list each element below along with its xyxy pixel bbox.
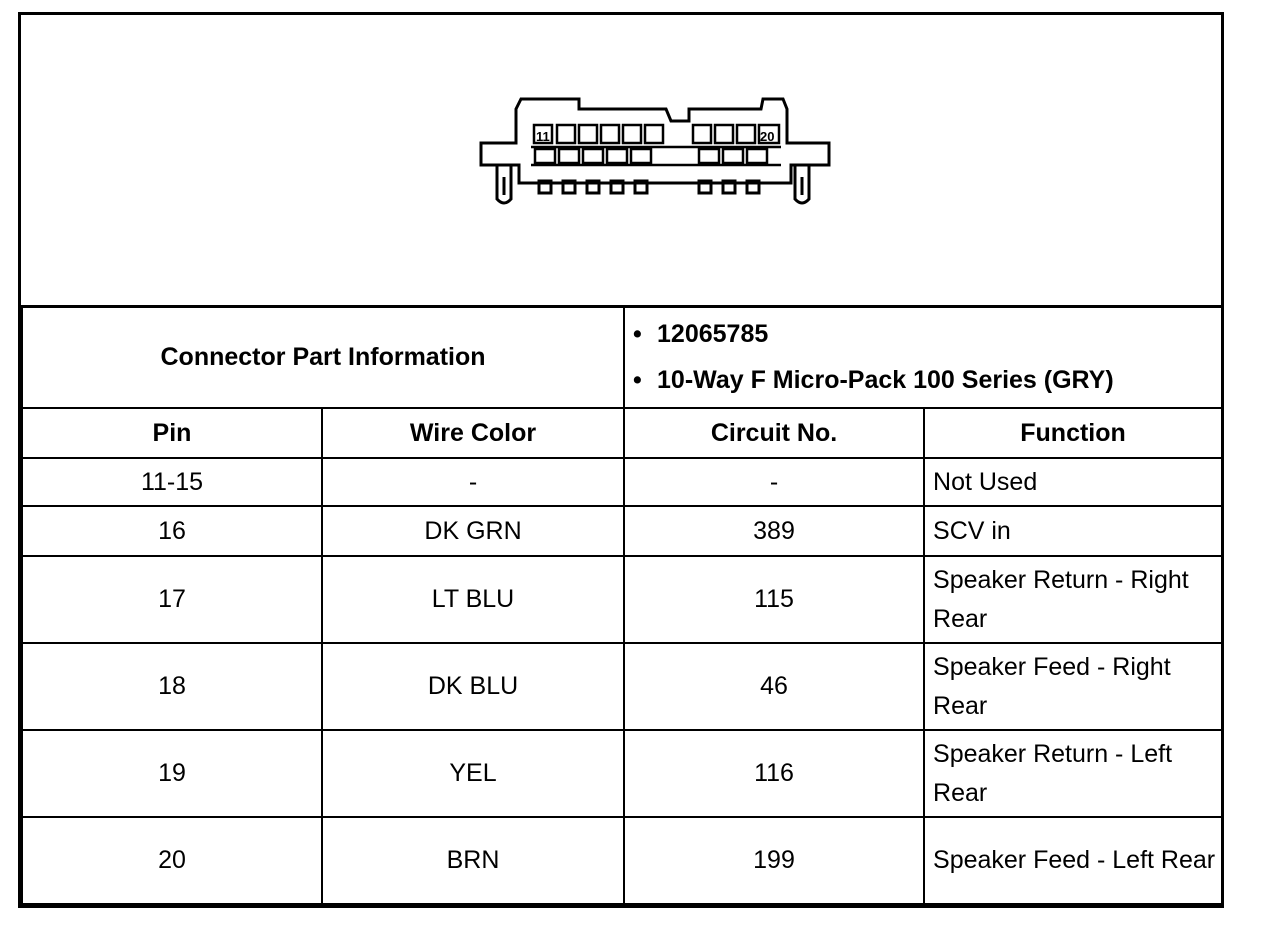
part-number: 12065785 xyxy=(657,320,769,348)
cell-function: Speaker Return - Right Rear xyxy=(924,556,1222,643)
cell-function: Not Used xyxy=(924,458,1222,506)
cell-pin: 19 xyxy=(22,730,322,817)
cell-circuit-no: 389 xyxy=(624,506,924,556)
table-row xyxy=(22,643,1222,730)
bullet-glyph: • xyxy=(633,320,642,348)
pinout-table xyxy=(21,305,1223,905)
table-row xyxy=(22,730,1222,817)
cell-wire-color: - xyxy=(322,458,624,506)
part-info-item xyxy=(633,311,1221,357)
header-function: Function xyxy=(924,408,1222,458)
table-row xyxy=(22,458,1222,506)
cell-function: Speaker Feed - Left Rear xyxy=(924,817,1222,904)
part-description: 10-Way F Micro-Pack 100 Series (GRY) xyxy=(657,366,1114,394)
table-row xyxy=(22,556,1222,643)
table-header-row xyxy=(22,408,1222,458)
cell-wire-color: LT BLU xyxy=(322,556,624,643)
cell-function: Speaker Return - Left Rear xyxy=(924,730,1222,817)
cell-pin: 17 xyxy=(22,556,322,643)
cell-circuit-no: - xyxy=(624,458,924,506)
cell-circuit-no: 115 xyxy=(624,556,924,643)
cell-pin: 16 xyxy=(22,506,322,556)
cell-wire-color: BRN xyxy=(322,817,624,904)
cell-wire-color: DK BLU xyxy=(322,643,624,730)
part-info-label: Connector Part Information xyxy=(22,306,624,408)
header-circuit-no: Circuit No. xyxy=(624,408,924,458)
cell-circuit-no: 199 xyxy=(624,817,924,904)
connector-diagram xyxy=(461,91,831,211)
connector-diagram-area xyxy=(21,15,1221,308)
cell-function: SCV in xyxy=(924,506,1222,556)
connector-sheet xyxy=(18,12,1224,908)
table-row xyxy=(22,506,1222,556)
cell-wire-color: YEL xyxy=(322,730,624,817)
header-pin: Pin xyxy=(22,408,322,458)
cell-pin: 11-15 xyxy=(22,458,322,506)
cell-pin: 20 xyxy=(22,817,322,904)
bullet-glyph: • xyxy=(633,366,642,394)
part-info-item xyxy=(633,357,1221,403)
cell-wire-color: DK GRN xyxy=(322,506,624,556)
part-info-list xyxy=(624,306,1222,408)
cell-circuit-no: 116 xyxy=(624,730,924,817)
cell-circuit-no: 46 xyxy=(624,643,924,730)
table-row xyxy=(22,817,1222,904)
cell-pin: 18 xyxy=(22,643,322,730)
pin-label-last: 20 xyxy=(760,129,775,144)
header-wire-color: Wire Color xyxy=(322,408,624,458)
pin-label-first: 11 xyxy=(536,129,550,144)
part-info-row xyxy=(22,306,1222,408)
cell-function: Speaker Feed - Right Rear xyxy=(924,643,1222,730)
